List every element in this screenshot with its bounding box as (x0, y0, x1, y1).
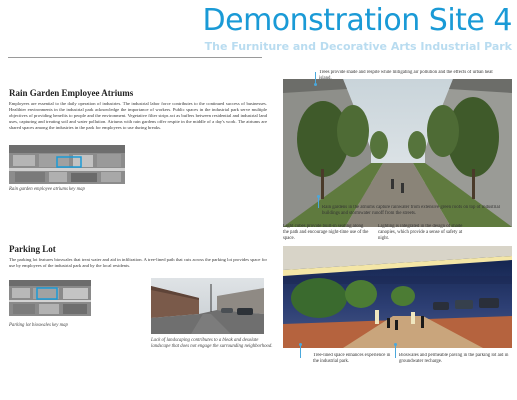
existing-parking-lot-photo (151, 278, 264, 334)
callout-bioswales-dot (394, 343, 397, 346)
callout-trees: Trees provide shade and respite while mitigating air pollution and the effects of urban heat island. (319, 70, 493, 81)
parking-lot-key-map (9, 280, 91, 316)
callout-trees-dot (314, 83, 317, 86)
parking-lot-body: The parking lot features bioswales that treat water and aid in infiltration. A tree-lined path that cuts across the parking lot provides space for use by employees of the industrial park and by the local residents. (9, 257, 267, 268)
callout-rain-gardens: Rain gardens in the atriums capture rainwater from extensive green roofs on top of industrial buildings and stormwater runoff from the streets. (322, 205, 500, 216)
existing-photo-caption: Lack of landscaping contributes to a bleak and desolate landscape that does not engage the surrounding neighborhood. (151, 338, 273, 349)
rain-garden-key-map (9, 145, 125, 184)
callout-tree-lined: Tree-lined space enhances experience in the industrial park. (313, 353, 391, 364)
rain-garden-heading: Rain Garden Employee Atriums (9, 88, 134, 98)
callout-light-cubes: Light cubes provide built-in seating along the path and encourage night-time use of the space. (283, 224, 369, 241)
parking-lot-render (283, 246, 512, 348)
callout-lighting: Lighting is integrated in the design of shade canopies, which provide a sense of safety at night. (378, 224, 463, 241)
callout-bioswales: Bioswales and permeable paving in the parking lot aid in groundwater recharge. (399, 353, 509, 364)
parking-lot-map-caption: Parking lot bioswales key map (9, 323, 68, 328)
callout-rain-gardens-dot (317, 195, 320, 198)
rain-garden-body: Employees are essential to the daily operation of industries. The industrial labor force contributes to the continued success of businesses. Healthier environments in the industrial park acknowledge the importance of workers. Public spaces in the industrial park serve multiple objectives of providing benefits to people and the environment. Vegetative filter strips act as buffers between residential and industrial land uses, capturing and treating soil and water pollution. Atriums with rain gardens offer respite in the middle of a day's work. The atriums are shared spaces among the industries in the park for employees to use during breaks. (9, 101, 267, 130)
callout-tree-lined-leader (300, 344, 301, 358)
callout-bioswales-leader (395, 344, 396, 358)
callout-tree-lined-dot (299, 343, 302, 346)
page-subtitle: The Furniture and Decorative Arts Industrial Park (204, 40, 512, 53)
parking-lot-heading: Parking Lot (9, 244, 56, 254)
section-divider (8, 57, 262, 58)
page-title: Demonstration Site 4 (202, 3, 512, 38)
rain-garden-map-caption: Rain garden employee atriums key map (9, 187, 85, 192)
